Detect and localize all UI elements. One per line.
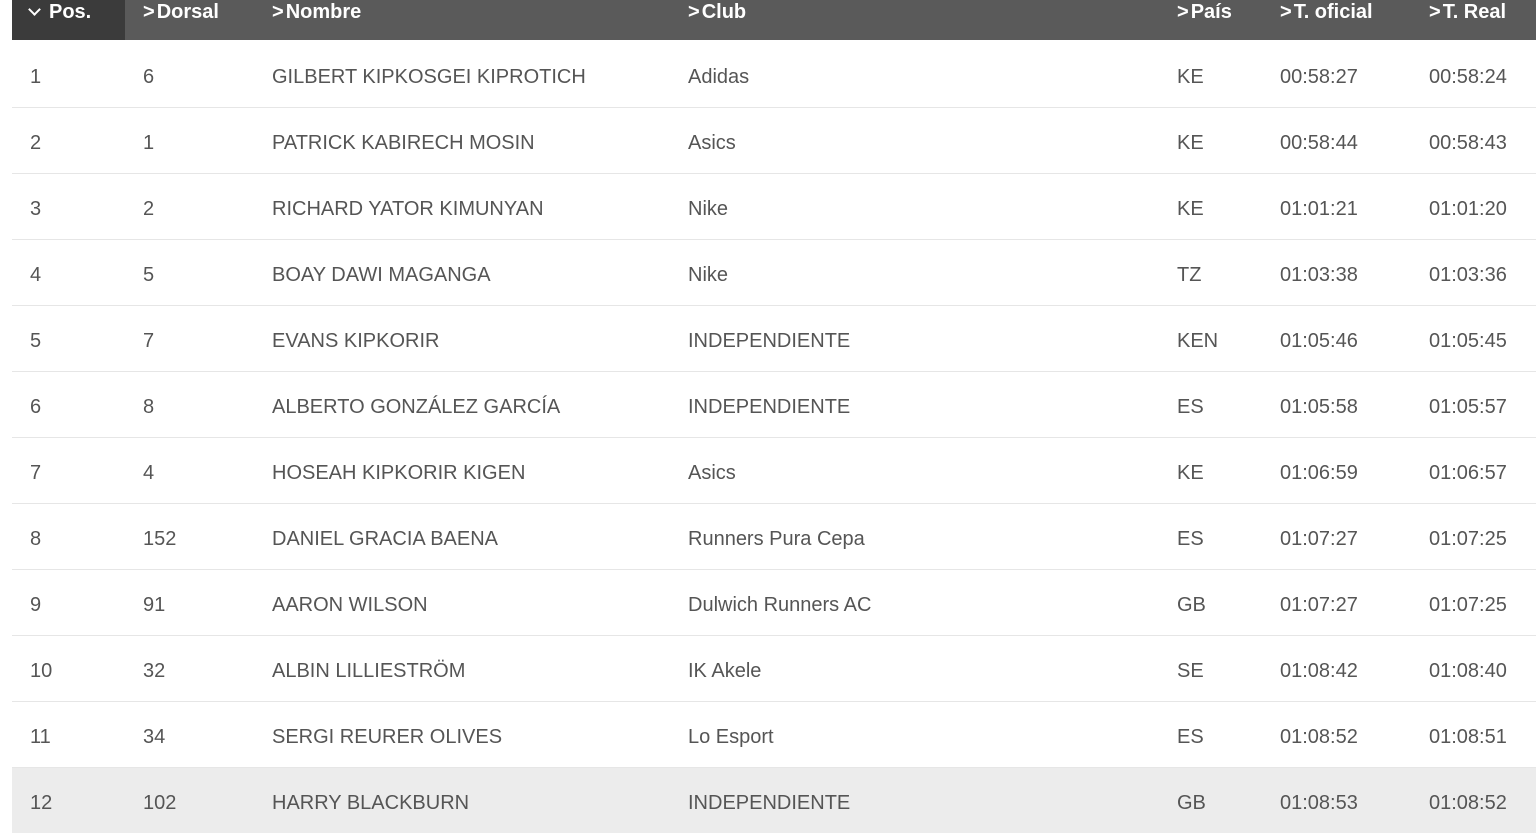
table-row[interactable] (12, 504, 1536, 570)
table-row[interactable] (12, 702, 1536, 768)
header-nombre-label: Nombre (285, 1, 362, 23)
cell-treal: 01:08:52 (1429, 792, 1507, 814)
table-body (12, 42, 1536, 833)
cell-dorsal: 34 (143, 726, 166, 748)
cell-pais: KE (1177, 462, 1204, 484)
cell-pais: SE (1177, 660, 1204, 682)
cell-treal: 01:01:20 (1429, 198, 1507, 220)
results-table (12, 0, 1536, 833)
cell-nombre: BOAY DAWI MAGANGA (272, 264, 491, 286)
cell-pos: 12 (30, 792, 53, 814)
cell-pos: 5 (30, 330, 42, 352)
header-club-label: Club (701, 1, 747, 23)
cell-toficial: 01:05:46 (1280, 330, 1358, 352)
cell-nombre: SERGI REURER OLIVES (272, 726, 503, 748)
header-dorsal-label: Dorsal (156, 1, 219, 23)
sort-header-treal[interactable] (1429, 0, 1506, 40)
cell-toficial: 01:08:42 (1280, 660, 1358, 682)
table-row[interactable] (12, 306, 1536, 372)
chevron-right-icon: > (1429, 1, 1441, 23)
cell-pais: GB (1177, 594, 1206, 616)
cell-treal: 00:58:43 (1429, 132, 1507, 154)
cell-club: IK Akele (688, 660, 762, 682)
cell-treal: 00:58:24 (1429, 66, 1507, 88)
cell-pos: 11 (30, 726, 51, 748)
cell-nombre: ALBIN LILLIESTRÖM (272, 660, 466, 682)
table-row[interactable] (12, 636, 1536, 702)
sort-header-pais[interactable] (1177, 0, 1232, 40)
cell-pos: 2 (30, 132, 42, 154)
table-row[interactable] (12, 174, 1536, 240)
header-toficial-label: T. oficial (1293, 1, 1373, 23)
cell-treal: 01:08:51 (1429, 726, 1507, 748)
cell-dorsal: 6 (143, 66, 155, 88)
cell-nombre: PATRICK KABIRECH MOSIN (272, 132, 535, 154)
cell-nombre: AARON WILSON (272, 594, 428, 616)
cell-pos: 10 (30, 660, 53, 682)
cell-club: INDEPENDIENTE (688, 396, 851, 418)
cell-dorsal: 1 (143, 132, 155, 154)
cell-club: Nike (688, 198, 729, 220)
cell-nombre: EVANS KIPKORIR (272, 330, 440, 352)
cell-toficial: 00:58:27 (1280, 66, 1358, 88)
table-header (12, 0, 1536, 40)
cell-nombre: RICHARD YATOR KIMUNYAN (272, 198, 544, 220)
cell-dorsal: 2 (143, 198, 155, 220)
cell-pais: KE (1177, 198, 1204, 220)
table-row[interactable] (12, 570, 1536, 636)
cell-nombre: HOSEAH KIPKORIR KIGEN (272, 462, 526, 484)
table-row[interactable] (12, 438, 1536, 504)
cell-club: INDEPENDIENTE (688, 330, 851, 352)
header-treal-label: T. Real (1442, 1, 1507, 23)
sort-header-dorsal[interactable] (143, 0, 219, 40)
cell-dorsal: 8 (143, 396, 155, 418)
header-pais-label: País (1190, 1, 1232, 23)
cell-treal: 01:05:57 (1429, 396, 1507, 418)
table-row[interactable] (12, 372, 1536, 438)
cell-pais: KEN (1177, 330, 1219, 352)
cell-pais: ES (1177, 528, 1204, 550)
cell-nombre: ALBERTO GONZÁLEZ GARCÍA (272, 396, 561, 418)
cell-dorsal: 5 (143, 264, 155, 286)
cell-pos: 3 (30, 198, 42, 220)
cell-dorsal: 102 (143, 792, 177, 814)
chevron-right-icon: > (688, 1, 700, 23)
cell-club: Lo Esport (688, 726, 774, 748)
cell-club: Runners Pura Cepa (688, 528, 865, 550)
cell-toficial: 01:05:58 (1280, 396, 1358, 418)
table-row[interactable] (12, 42, 1536, 108)
cell-pos: 1 (30, 66, 42, 88)
cell-pais: ES (1177, 726, 1204, 748)
chevron-right-icon: > (1177, 1, 1189, 23)
chevron-right-icon: > (1280, 1, 1292, 23)
cell-dorsal: 32 (143, 660, 166, 682)
chevron-down-icon (28, 3, 41, 16)
cell-dorsal: 7 (143, 330, 155, 352)
cell-toficial: 01:08:52 (1280, 726, 1358, 748)
cell-treal: 01:06:57 (1429, 462, 1507, 484)
table-row[interactable] (12, 108, 1536, 174)
table-row-highlighted[interactable] (12, 768, 1536, 833)
cell-treal: 01:07:25 (1429, 594, 1507, 616)
cell-pos: 7 (30, 462, 42, 484)
cell-toficial: 01:07:27 (1280, 594, 1358, 616)
cell-toficial: 01:07:27 (1280, 528, 1358, 550)
chevron-right-icon: > (143, 1, 155, 23)
cell-toficial: 01:08:53 (1280, 792, 1358, 814)
cell-dorsal: 4 (143, 462, 155, 484)
cell-club: Asics (688, 132, 736, 154)
sort-header-toficial[interactable] (1280, 0, 1373, 40)
cell-pos: 9 (30, 594, 42, 616)
sort-header-pos[interactable] (12, 0, 125, 40)
cell-treal: 01:05:45 (1429, 330, 1507, 352)
cell-toficial: 01:06:59 (1280, 462, 1358, 484)
cell-toficial: 01:03:38 (1280, 264, 1358, 286)
cell-dorsal: 152 (143, 528, 177, 550)
cell-club: Adidas (688, 66, 750, 88)
table-row[interactable] (12, 240, 1536, 306)
cell-club: Nike (688, 264, 729, 286)
cell-pos: 8 (30, 528, 42, 550)
cell-club: INDEPENDIENTE (688, 792, 851, 814)
sort-header-club[interactable] (688, 0, 746, 40)
cell-nombre: DANIEL GRACIA BAENA (272, 528, 498, 550)
cell-club: Asics (688, 462, 736, 484)
cell-treal: 01:08:40 (1429, 660, 1507, 682)
sort-header-nombre[interactable] (272, 0, 361, 40)
cell-nombre: GILBERT KIPKOSGEI KIPROTICH (272, 66, 586, 88)
cell-treal: 01:03:36 (1429, 264, 1507, 286)
cell-dorsal: 91 (143, 594, 166, 616)
cell-club: Dulwich Runners AC (688, 594, 872, 616)
header-pos-label: Pos. (49, 1, 92, 23)
cell-pais: KE (1177, 132, 1204, 154)
cell-pos: 6 (30, 396, 42, 418)
cell-toficial: 00:58:44 (1280, 132, 1358, 154)
cell-pais: KE (1177, 66, 1204, 88)
cell-pais: ES (1177, 396, 1204, 418)
cell-toficial: 01:01:21 (1280, 198, 1358, 220)
cell-nombre: HARRY BLACKBURN (272, 792, 470, 814)
cell-treal: 01:07:25 (1429, 528, 1507, 550)
cell-pos: 4 (30, 264, 42, 286)
cell-pais: TZ (1177, 264, 1202, 286)
chevron-right-icon: > (272, 1, 284, 23)
cell-pais: GB (1177, 792, 1206, 814)
